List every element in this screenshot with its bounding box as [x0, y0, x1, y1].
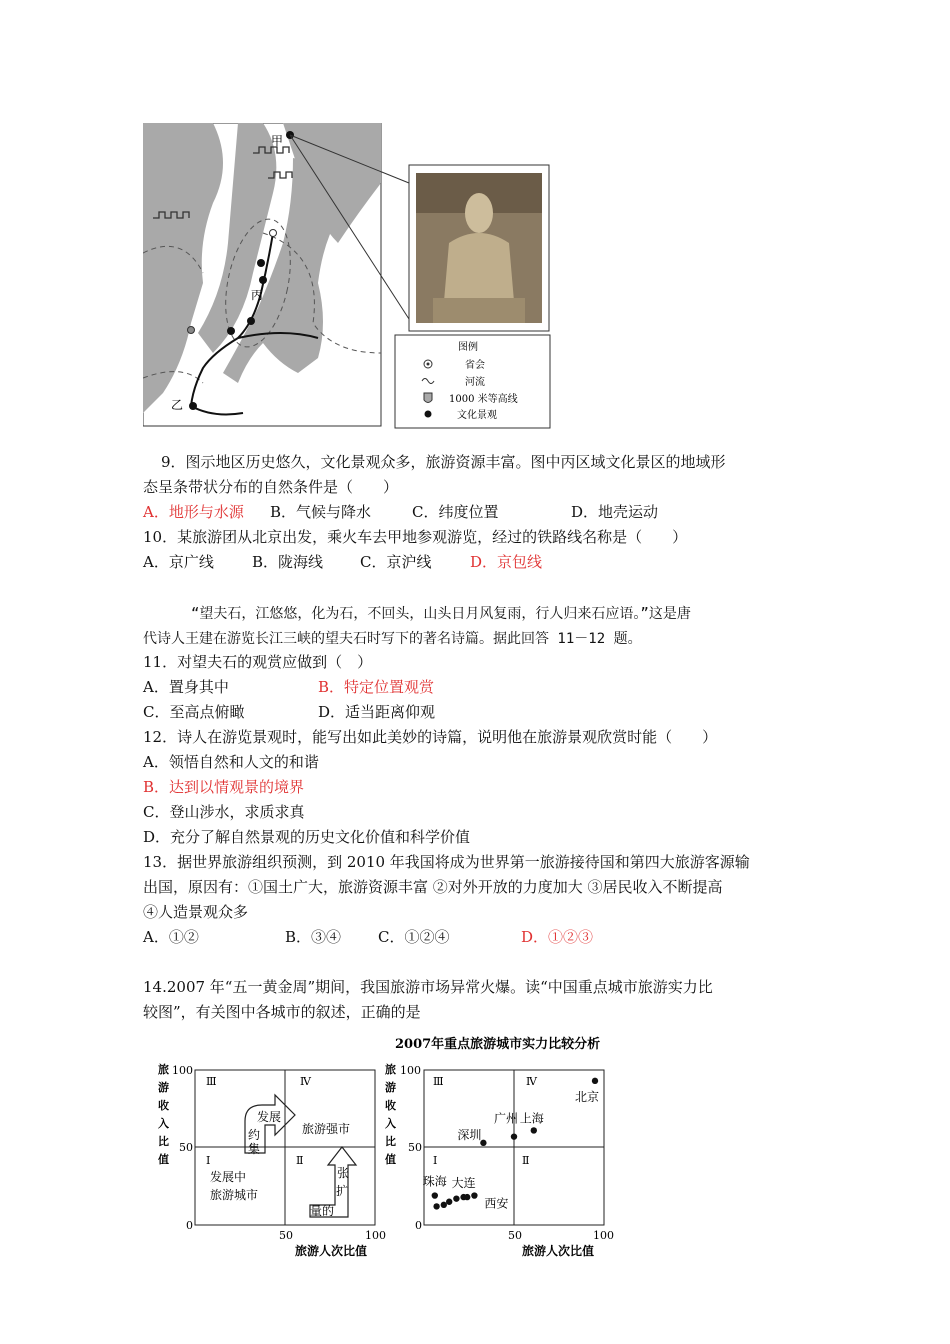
q9-option-d: D．地壳运动 — [571, 503, 659, 521]
point-yi — [189, 402, 197, 410]
right-tick-x50: 50 — [508, 1229, 522, 1242]
arrow1-text-3: 集 — [248, 1142, 261, 1156]
arrow2-text-2: 扩 — [336, 1184, 349, 1198]
label-yi: 乙 — [171, 398, 184, 412]
left-text-dev1: 发展中 — [210, 1170, 247, 1184]
right-quadrant-4: Ⅳ — [526, 1075, 537, 1088]
right-tick-y0: 0 — [415, 1219, 422, 1232]
q9-option-a: A．地形与水源 — [143, 503, 244, 521]
right-ylabel-0: 旅 — [385, 1063, 396, 1076]
legend-contour: 1000 米等高线 — [449, 394, 518, 405]
scatter-label: 广州 — [494, 1111, 519, 1126]
culture-point — [247, 317, 255, 325]
q14-line2: 较图”，有关图中各城市的叙述，正确的是 — [143, 1003, 421, 1021]
scatter-label: 大连 — [451, 1176, 476, 1191]
q13-option-c: C．①②④ — [378, 928, 450, 946]
left-ylabel-5: 值 — [158, 1153, 169, 1166]
q10-option-b: B．陇海线 — [252, 553, 324, 571]
left-text-dev2: 旅游城市 — [210, 1188, 259, 1202]
legend-culture: 文化景观 — [457, 410, 497, 421]
q12-line1: 12．诗人在游览景观时，能写出如此美妙的诗篇，说明他在旅游景观欣赏时能（ ） — [143, 728, 718, 746]
q13-option-b: B．③④ — [285, 928, 342, 946]
scatter-points — [423, 1078, 599, 1211]
q11-option-c: C．至高点俯瞰 — [143, 703, 245, 721]
left-tick-x50: 50 — [279, 1229, 293, 1242]
q9-option-c: C．纬度位置 — [412, 503, 499, 521]
city-comparison-charts — [150, 1035, 620, 1265]
right-quadrant-1: Ⅰ — [433, 1154, 438, 1167]
scatter-label: 西安 — [484, 1196, 509, 1211]
scatter-point — [453, 1195, 459, 1201]
right-ylabel-4: 比 — [385, 1135, 396, 1148]
arrow1-text-2: 约 — [248, 1128, 261, 1142]
arrow1-text-1: 发展 — [257, 1110, 282, 1124]
scatter-point — [464, 1194, 470, 1200]
scatter-point-珠海 — [432, 1192, 438, 1198]
capital-point — [188, 327, 195, 334]
q10-line1: 10．某旅游团从北京出发，乘火车去甲地参观游览，经过的铁路线名称是（ ） — [143, 528, 688, 546]
right-ylabel-1: 游 — [385, 1081, 396, 1094]
right-xlabel: 旅游人次比值 — [522, 1244, 595, 1258]
q12-option-d: D．充分了解自然景观的历史文化价值和科学价值 — [143, 828, 471, 846]
left-tick-y0: 0 — [186, 1219, 193, 1232]
q13-option-d: D．①②③ — [521, 928, 594, 946]
left-quadrant-2: Ⅱ — [296, 1154, 304, 1167]
q10-option-d: D．京包线 — [470, 553, 543, 571]
map-figure — [143, 123, 553, 430]
scatter-label: 北京 — [575, 1089, 600, 1104]
q10-option-c: C．京沪线 — [360, 553, 432, 571]
right-ylabel-3: 入 — [385, 1117, 396, 1130]
legend-capital: 省会 — [465, 360, 485, 371]
q13-line1: 13．据世界旅游组织预测，到 2010 年我国将成为世界第一旅游接待国和第四大旅游客源输 — [143, 853, 750, 871]
right-tick-x100: 100 — [593, 1229, 614, 1242]
poem-line1: “望夫石，江悠悠，化为石，不回头，山头日月风复雨，行人归来石应语。”这是唐 — [191, 606, 691, 622]
label-bing: 丙 — [251, 288, 264, 302]
left-ylabel-3: 入 — [158, 1117, 169, 1130]
scatter-point-上海 — [531, 1127, 537, 1133]
contour-icon — [424, 393, 432, 403]
q12-option-c: C．登山涉水，求质求真 — [143, 803, 305, 821]
q13-line3: ④人造景观众多 — [143, 903, 249, 921]
left-tick-y50: 50 — [179, 1141, 193, 1154]
q11-option-b: B．特定位置观赏 — [318, 678, 435, 696]
q12-option-a: A．领悟自然和人文的和谐 — [143, 753, 319, 771]
left-chart — [158, 1062, 386, 1258]
q9-line1: 9．图示地区历史悠久，文化景观众多，旅游资源丰富。图中丙区域文化景区的地域形 — [161, 453, 726, 471]
scatter-label: 上海 — [519, 1111, 544, 1126]
q11-line1: 11．对望夫石的观赏应做到（ ） — [143, 653, 373, 671]
right-ylabel-5: 值 — [385, 1153, 396, 1166]
left-tick-y100: 100 — [172, 1064, 193, 1077]
left-ylabel-0: 旅 — [158, 1063, 169, 1076]
left-tick-x100: 100 — [365, 1229, 386, 1242]
q14-line1: 14.2007 年“五一黄金周”期间，我国旅游市场异常火爆。读“中国重点城市旅游实力比 — [143, 978, 713, 996]
q11-option-d: D．适当距离仰观 — [318, 703, 436, 721]
poem-line2: 代诗人王建在游览长江三峡的望夫石时写下的著名诗篇。据此回答 11－12 题。 — [143, 631, 642, 647]
left-quadrant-4: Ⅳ — [300, 1075, 311, 1088]
right-tick-y50: 50 — [408, 1141, 422, 1154]
left-ylabel-2: 收 — [158, 1099, 169, 1112]
left-ylabel-4: 比 — [158, 1135, 169, 1148]
left-quadrant-1: Ⅰ — [206, 1154, 211, 1167]
arrow2-text-1: 张 — [337, 1166, 350, 1180]
q13-line2: 出国，原因有：①国土广大，旅游资源丰富 ②对外开放的力度加大 ③居民收入不断提高 — [143, 878, 723, 896]
scatter-point — [433, 1203, 439, 1209]
capital-point — [270, 230, 277, 237]
q11-option-a: A．置身其中 — [143, 678, 229, 696]
culture-point — [259, 276, 267, 284]
arrow2-text-3: 量的 — [310, 1204, 335, 1218]
scatter-point-西安 — [471, 1192, 477, 1198]
q9-option-b: B．气候与降水 — [270, 503, 372, 521]
left-ylabel-1: 游 — [158, 1081, 169, 1094]
legend-river: 河流 — [465, 377, 485, 388]
right-chart — [385, 1062, 614, 1258]
scatter-point — [446, 1199, 452, 1205]
scatter-label: 深圳 — [457, 1127, 482, 1142]
legend-title: 图例 — [458, 342, 478, 353]
right-quadrant-3: Ⅲ — [433, 1075, 444, 1088]
q9-line2: 态呈条带状分布的自然条件是（ ） — [143, 478, 399, 496]
scatter-point-广州 — [511, 1133, 517, 1139]
culture-point — [257, 259, 265, 267]
q12-option-b: B．达到以情观景的境界 — [143, 778, 305, 796]
right-tick-y100: 100 — [400, 1064, 421, 1077]
scatter-point-北京 — [592, 1078, 598, 1084]
left-text-strong: 旅游强市 — [302, 1122, 351, 1136]
label-jia: 甲 — [271, 134, 284, 148]
left-xlabel: 旅游人次比值 — [295, 1244, 368, 1258]
scatter-point — [441, 1202, 447, 1208]
culture-point — [227, 327, 235, 335]
culture-icon — [425, 411, 432, 418]
q13-option-a: A．①② — [143, 928, 199, 946]
left-quadrant-3: Ⅲ — [206, 1075, 217, 1088]
right-quadrant-2: Ⅱ — [522, 1154, 530, 1167]
scatter-label: 珠海 — [422, 1174, 447, 1189]
chart-title: 2007年重点旅游城市实力比较分析 — [395, 1037, 601, 1052]
q10-option-a: A．京广线 — [143, 553, 214, 571]
right-ylabel-2: 收 — [385, 1099, 396, 1112]
